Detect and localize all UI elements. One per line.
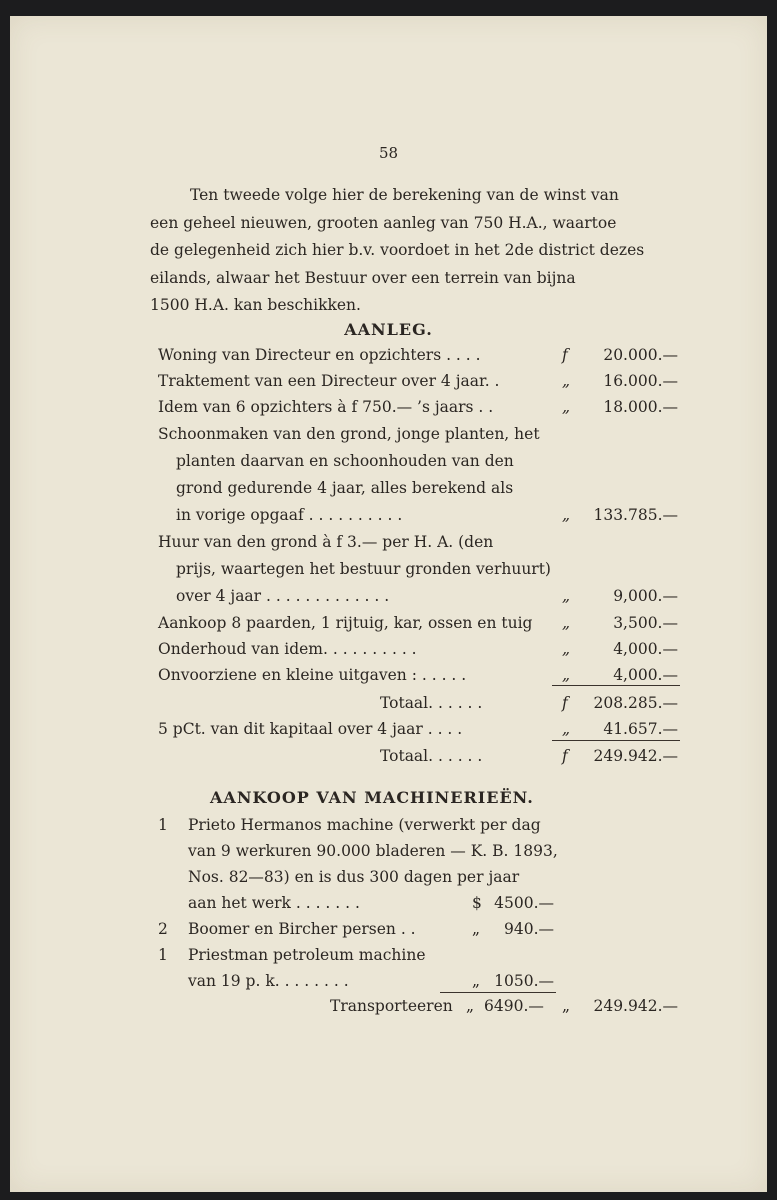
sum-rule — [440, 992, 556, 993]
row-label: Prieto Hermanos machine (verwerkt per dag — [188, 816, 541, 834]
carry-currency: „ — [562, 997, 571, 1015]
sum-rule — [552, 740, 680, 741]
row-label: Huur van den grond à f 3.— per H. A. (den — [158, 533, 494, 551]
aanleg-heading: AANLEG. — [344, 320, 433, 339]
row-amount: 1050.— — [494, 972, 554, 990]
interest-label: 5 pCt. van dit kapitaal over 4 jaar . . . . — [158, 720, 463, 738]
aanleg-row — [158, 614, 678, 640]
intro-line: 1500 H.A. kan beschikken. — [150, 296, 361, 314]
intro-line: een geheel nieuwen, grooten aanleg van 750 H.A., waartoe — [150, 213, 617, 232]
row-label: Aankoop 8 paarden, 1 rijtuig, kar, ossen en tuig — [158, 614, 533, 632]
grand-total-amount: 249.942.— — [593, 747, 678, 765]
row-label: over 4 jaar . . . . . . . . . . . . . — [176, 587, 390, 605]
row-amount: 3,500.— — [613, 614, 678, 632]
aanleg-row — [158, 425, 678, 451]
total-row — [158, 694, 678, 720]
row-currency: „ — [562, 587, 571, 605]
aanleg-row — [158, 372, 678, 398]
page-number: 58 — [378, 144, 399, 162]
row-amount: 18.000.— — [603, 398, 678, 416]
aankoop-heading: AANKOOP VAN MACHINERIEËN. — [210, 788, 534, 807]
row-quantity: 2 — [158, 920, 168, 938]
machine-row — [158, 946, 538, 972]
row-label: Schoonmaken van den grond, jonge planten, het — [158, 425, 540, 443]
aanleg-row — [158, 479, 678, 505]
row-currency: „ — [562, 372, 571, 390]
row-label: aan het werk . . . . . . . — [188, 894, 360, 912]
aanleg-row — [158, 666, 678, 692]
transport-row — [158, 997, 678, 1023]
row-currency: „ — [562, 506, 571, 524]
interest-currency: „ — [562, 720, 571, 738]
row-currency: „ — [562, 640, 571, 658]
row-currency: „ — [562, 398, 571, 416]
row-label: grond gedurende 4 jaar, alles berekend als — [176, 479, 514, 497]
sum-rule — [552, 685, 680, 686]
row-label: van 9 werkuren 90.000 bladeren — K. B. 1893, — [188, 842, 558, 860]
row-label: Nos. 82—83) en is dus 300 dagen per jaar — [188, 868, 520, 886]
aanleg-row — [158, 452, 678, 478]
row-label: van 19 p. k. . . . . . . . — [188, 972, 349, 990]
aanleg-row — [158, 533, 678, 559]
row-amount: 4,000.— — [613, 666, 678, 684]
row-currency: „ — [472, 972, 481, 990]
intro-paragraph — [150, 182, 670, 320]
machine-row — [158, 842, 558, 868]
row-amount: 9,000.— — [613, 587, 678, 605]
intro-line: Ten tweede volge hier de berekening van de winst van — [190, 186, 619, 204]
row-label: Boomer en Bircher persen . . — [188, 920, 416, 938]
aanleg-row — [158, 560, 678, 586]
aanleg-row — [158, 346, 678, 372]
row-amount: 4,000.— — [613, 640, 678, 658]
grand-total-currency: f — [562, 747, 568, 765]
aanleg-row — [158, 587, 678, 613]
row-currency: f — [562, 346, 568, 364]
machine-row — [158, 894, 554, 920]
row-label: Idem van 6 opzichters à f 750.— ’s jaars . . — [158, 398, 494, 416]
transport-amount: 6490.— — [484, 997, 544, 1015]
row-quantity: 1 — [158, 816, 168, 834]
row-label: prijs, waartegen het bestuur gronden verhuurt) — [176, 560, 551, 578]
row-label: Onderhoud van idem. . . . . . . . . . — [158, 640, 417, 658]
machine-row — [158, 816, 541, 842]
row-label: Woning van Directeur en opzichters . . . . — [158, 346, 481, 364]
row-label: planten daarvan en schoonhouden van den — [176, 452, 514, 470]
row-currency: „ — [472, 920, 481, 938]
row-label: Traktement van een Directeur over 4 jaar. . — [158, 372, 500, 390]
total-amount: 208.285.— — [593, 694, 678, 712]
row-amount: 133.785.— — [593, 506, 678, 524]
row-amount: 940.— — [503, 920, 554, 938]
machine-row — [158, 972, 554, 998]
row-currency: „ — [562, 614, 571, 632]
interest-row — [158, 720, 678, 746]
total-label: Totaal. . . . . . — [380, 694, 483, 712]
machine-row — [158, 868, 538, 894]
aanleg-row — [158, 398, 678, 424]
aanleg-row — [158, 506, 678, 532]
intro-line: eilands, alwaar het Bestuur over een terrein van bijna — [150, 268, 576, 287]
row-amount: 20.000.— — [603, 346, 678, 364]
grand-total-row — [158, 747, 678, 773]
row-amount: 4500.— — [494, 894, 554, 912]
machine-row — [158, 920, 554, 946]
interest-amount: 41.657.— — [603, 720, 678, 738]
row-label: Onvoorziene en kleine uitgaven : . . . . . — [158, 666, 467, 684]
transport-currency: „ — [466, 997, 475, 1015]
row-quantity: 1 — [158, 946, 168, 964]
row-currency: $ — [472, 894, 482, 912]
row-label: Priestman petroleum machine — [188, 946, 426, 964]
document-page — [10, 16, 767, 1192]
row-label: in vorige opgaaf . . . . . . . . . . — [176, 506, 403, 524]
row-amount: 16.000.— — [603, 372, 678, 390]
grand-total-label: Totaal. . . . . . — [380, 747, 483, 765]
aanleg-row — [158, 640, 678, 666]
total-currency: f — [562, 694, 568, 712]
intro-line: de gelegenheid zich hier b.v. voordoet in het 2de district dezes — [150, 241, 645, 259]
row-currency: „ — [562, 666, 571, 684]
carry-amount: 249.942.— — [593, 997, 678, 1015]
transport-label: Transporteeren — [330, 997, 453, 1015]
